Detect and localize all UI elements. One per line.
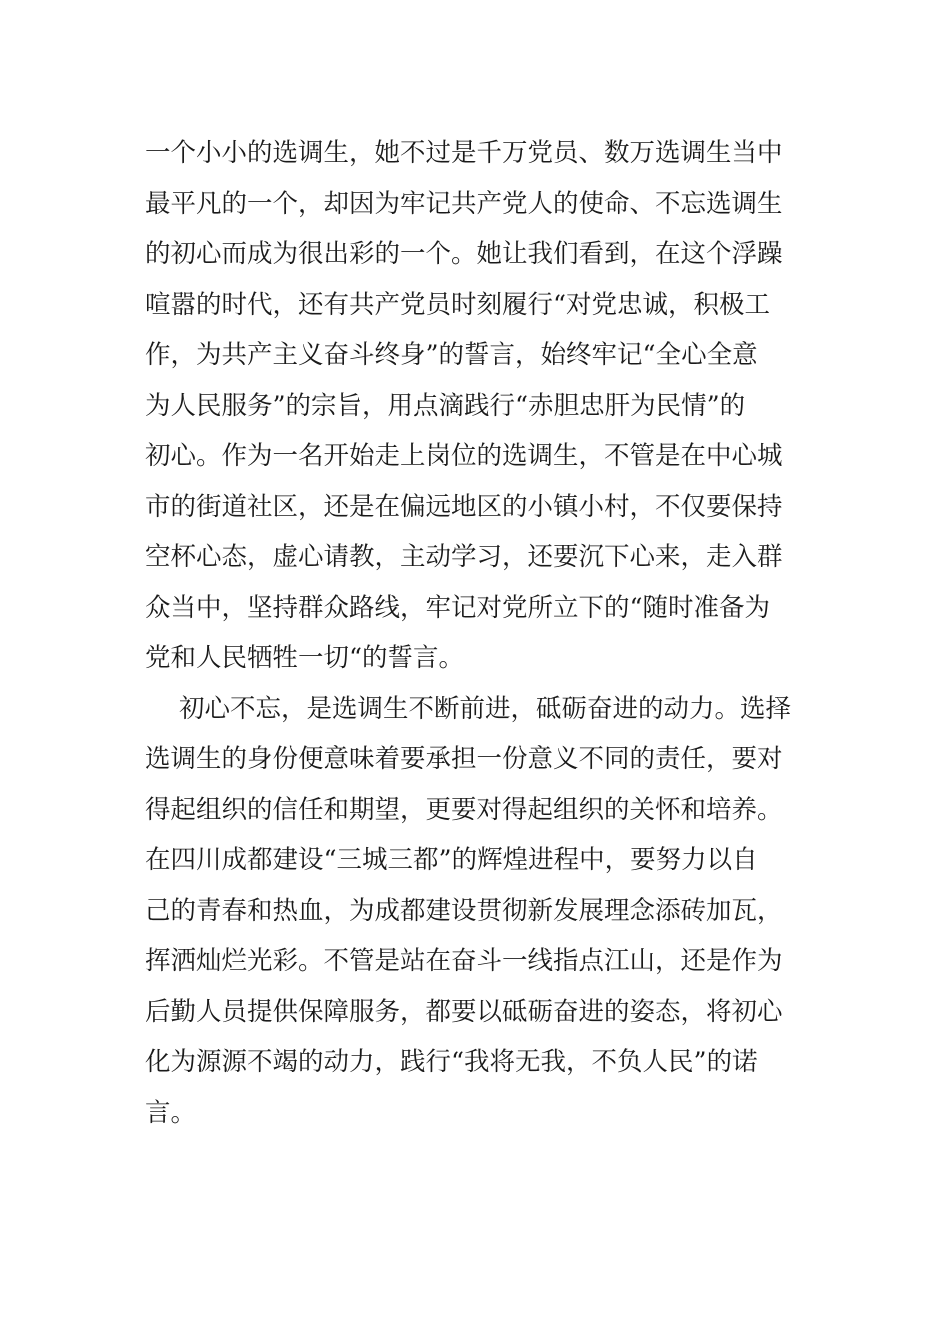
text-line: 市的街道社区，还是在偏远地区的小镇小村，不仅要保持 <box>145 491 783 522</box>
text-line: 在四川成都建设“三城三都”的辉煌进程中，要努力以自 <box>145 845 758 875</box>
text-line: 为人民服务”的宗旨，用点滴践行“赤胆忠肝为民情”的 <box>145 390 746 421</box>
text-line: 挥洒灿烂光彩。不管是站在奋斗一线指点江山，还是作为 <box>145 946 783 976</box>
text-line: 化为源源不竭的动力，践行“我将无我，不负人民”的诺 <box>145 1047 758 1077</box>
text-line: 一个小小的选调生，她不过是千万党员、数万选调生当中 <box>145 138 783 168</box>
text-line: 言。 <box>145 1097 197 1128</box>
text-line: 初心。作为一名开始走上岗位的选调生，不管是在中心城 <box>145 441 783 471</box>
text-line: 众当中，坚持群众路线，牢记对党所立下的“随时准备为 <box>145 592 771 623</box>
text-line: 己的青春和热血，为成都建设贯彻新发展理念添砖加瓦， <box>145 895 783 926</box>
text-line: 的初心而成为很出彩的一个。她让我们看到，在这个浮躁 <box>145 239 783 269</box>
paragraph-2 <box>145 684 795 1139</box>
paragraph-1 <box>145 128 795 684</box>
document-body <box>145 128 795 1138</box>
text-line: 最平凡的一个，却因为牢记共产党人的使命、不忘选调生 <box>145 188 783 219</box>
text-line: 后勤人员提供保障服务，都要以砥砺奋进的姿态，将初心 <box>145 996 783 1027</box>
text-line: 喧嚣的时代，还有共产党员时刻履行“对党忠诚，积极工 <box>145 289 771 320</box>
text-line: 空杯心态，虚心请教，主动学习，还要沉下心来，走入群 <box>145 542 783 572</box>
text-line: 得起组织的信任和期望，更要对得起组织的关怀和培养。 <box>145 794 783 825</box>
text-line: 选调生的身份便意味着要承担一份意义不同的责任，要对 <box>145 744 783 774</box>
text-line: 党和人民牺牲一切“的誓言。 <box>145 643 465 673</box>
text-line: 作，为共产主义奋斗终身”的誓言，始终牢记“全心全意 <box>145 340 758 370</box>
text-line-indented: 初心不忘，是选调生不断前进，砥砺奋进的动力。选择 <box>179 693 792 724</box>
